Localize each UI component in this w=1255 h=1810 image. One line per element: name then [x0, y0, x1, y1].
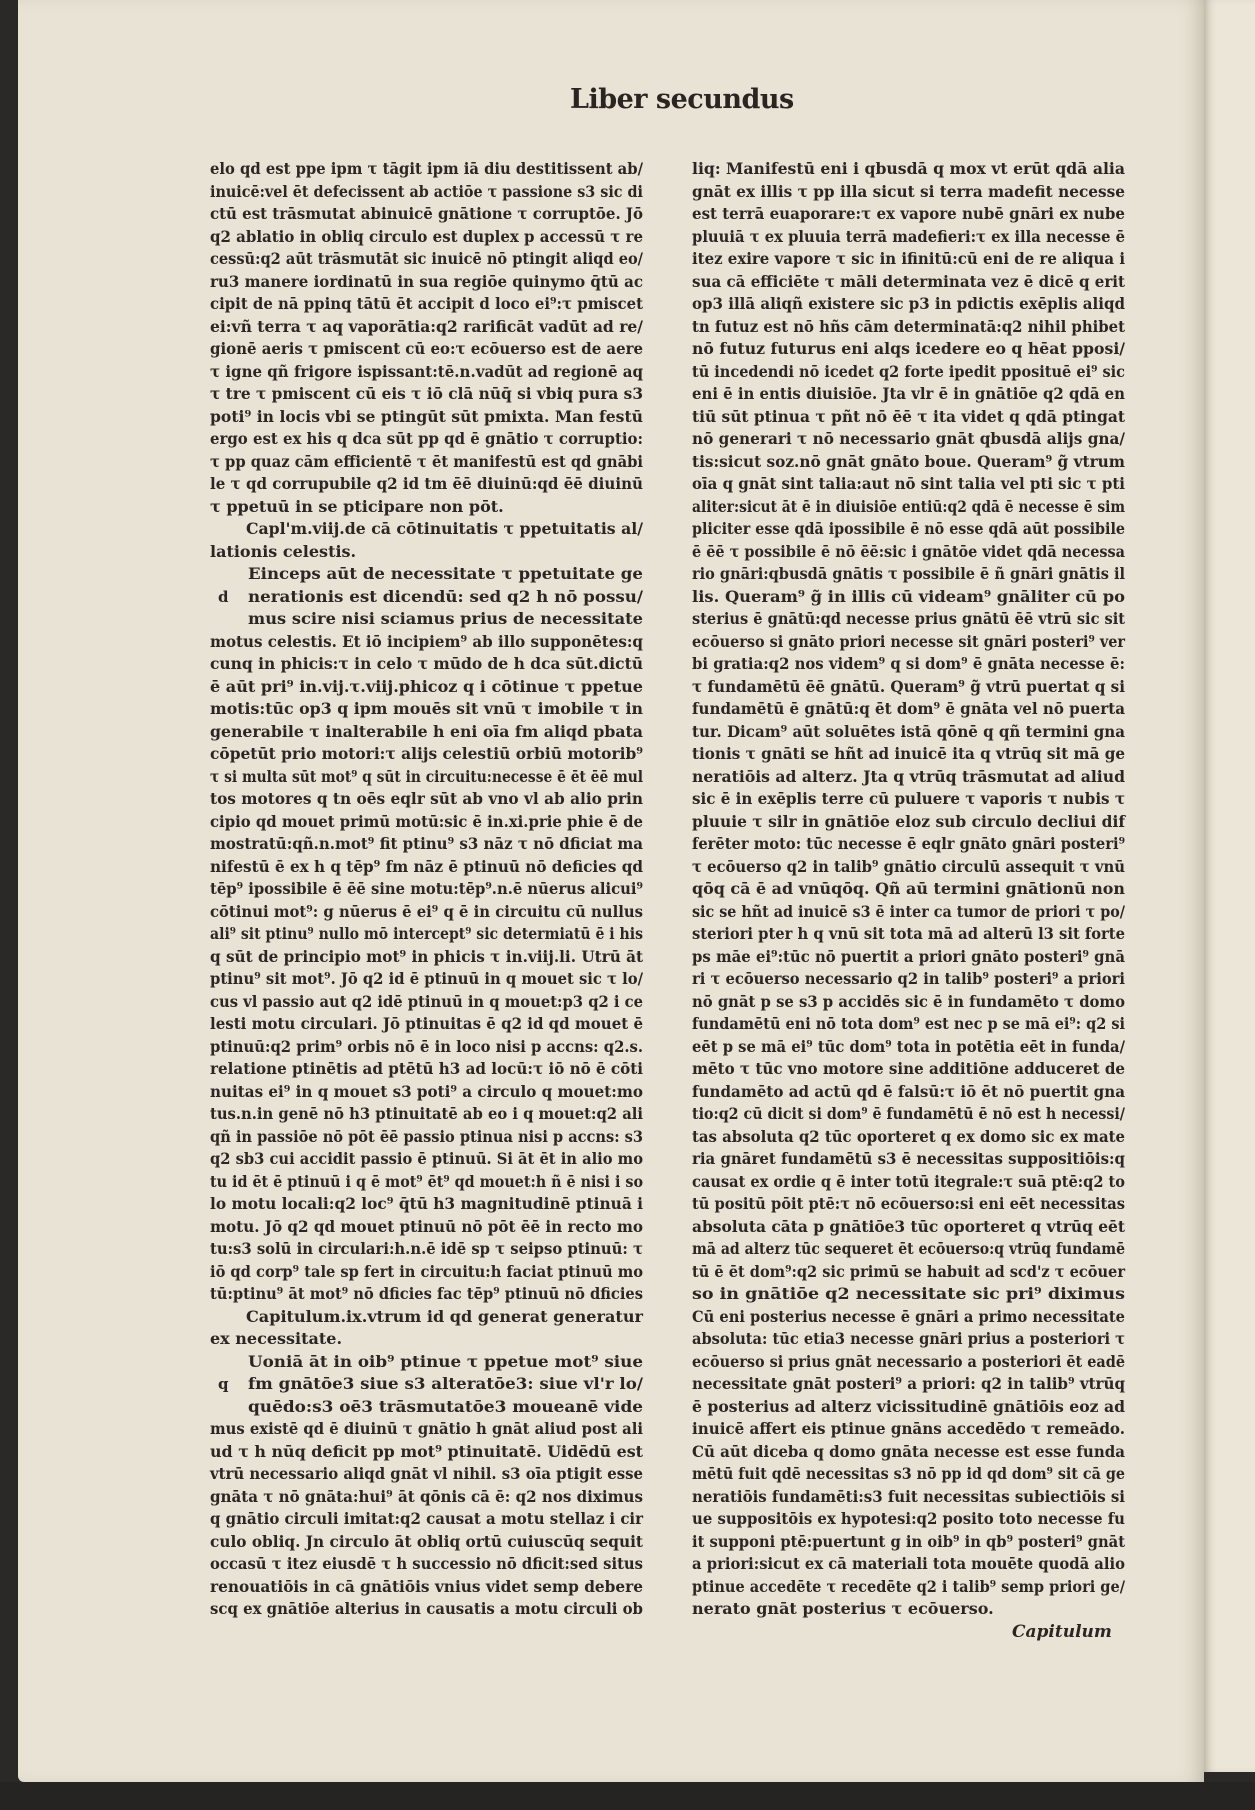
line-text: so in gnātiōe q2 necessitate sic pri⁹ diximus: [692, 1284, 1125, 1303]
text-line: [692, 923, 1125, 946]
line-text: ptinuū:q2 prim⁹ orbis nō ē in loco nisi p accns: q2.s.: [210, 1036, 643, 1056]
line-text: rio gnāri:qbusdā gnātis τ possibile ē ñ gnāri gnātis il: [692, 564, 1125, 583]
text-line: [692, 428, 1125, 451]
line-text: ue suppositōis ex hypotesi:q2 posito toto necesse fu: [692, 1509, 1125, 1528]
text-line: [692, 1576, 1125, 1599]
text-line: [692, 968, 1125, 991]
line-text: tis:sicut soz.nō gnāt gnāto boue. Queram⁹ g̃ vtrum: [692, 451, 1125, 471]
line-text: scq ex gnātiōe alterius in causatis a motu circuli ob: [210, 1599, 643, 1618]
text-line: [210, 586, 643, 609]
line-text: ergo est ex his q dca sūt pp qd ē gnātio τ corruptio:: [210, 429, 643, 448]
text-line: [692, 721, 1125, 744]
line-text: ferēter moto: tūc necesse ē eqlr gnāto gnāri posteri⁹: [692, 834, 1125, 853]
catchword: Capitulum: [1012, 1622, 1112, 1642]
line-text: neratiōis fundamēti:s3 fuit necessitas subiectiōis si: [692, 1486, 1125, 1506]
line-text: q2 sb3 cui accidit passio ē ptinuū. Si āt ēt in alio mo: [210, 1149, 643, 1168]
text-line: [692, 1463, 1125, 1486]
text-line: [210, 856, 643, 879]
text-line: [692, 1126, 1125, 1149]
text-line: [692, 338, 1125, 361]
line-text: nō futuz futurus eni alqs icedere eo q hēat pposi/: [692, 339, 1125, 358]
text-line: [210, 1576, 643, 1599]
line-text: tēp⁹ ipossibile ē ēē sine motu:tēp⁹.n.ē nūerus alicui⁹: [210, 879, 643, 898]
text-line: [210, 608, 643, 631]
line-text: tus.n.in genē nō h3 ptinuitatē ab eo i q mouet:q2 ali: [210, 1104, 643, 1123]
text-line: [692, 1058, 1125, 1081]
text-line: [692, 946, 1125, 969]
line-text: q gnātio circuli imitat:q2 causat a motu stellaz i cir: [210, 1509, 643, 1528]
text-line: [692, 563, 1125, 586]
text-line: [210, 676, 643, 699]
line-text: nō generari τ nō necessario gnāt qbusdā alijs gna/: [692, 429, 1125, 448]
line-text: absoluta: tūc etia3 necesse gnāri prius a posteriori τ: [692, 1329, 1125, 1348]
text-line: [210, 878, 643, 901]
line-text: tn futuz est nō hñs cām determinatā:q2 nihil phibet: [692, 316, 1125, 336]
text-line: [692, 1441, 1125, 1464]
text-line: [692, 833, 1125, 856]
line-text: mostratū:qñ.n.mot⁹ fit ptinu⁹ s3 nāz τ nō dficiat ma: [210, 834, 643, 853]
text-line: [210, 541, 643, 564]
line-text: Cū eni posterius necesse ē gnāri a primo necessitate: [692, 1306, 1125, 1326]
line-text: poti⁹ in locis vbi se ptingūt sūt pmixta. Man festū: [210, 406, 643, 426]
line-text: ali⁹ sit ptinu⁹ nullo mō intercept⁹ sic determiatū ē i his: [210, 924, 643, 943]
line-text: ptinu⁹ sit mot⁹. Jō q2 id ē ptinuū in q mouet sic τ lo/: [210, 969, 643, 988]
line-text: motus celestis. Et iō incipiem⁹ ab illo supponētes:q: [210, 631, 643, 651]
text-line: [692, 1598, 1125, 1621]
text-line: [210, 1418, 643, 1441]
text-line: [210, 968, 643, 991]
text-line: [692, 1486, 1125, 1509]
text-line: [210, 271, 643, 294]
line-text: Cū aūt diceba q domo gnāta necesse est esse funda: [692, 1441, 1125, 1461]
line-text: mēto τ tūc vno motore sine additiōne adduceret de: [692, 1059, 1125, 1078]
text-line: [692, 1036, 1125, 1059]
line-text: oīa q gnāt sint talia:aut nō sint talia vel pti sic τ pti: [692, 474, 1125, 493]
line-text: tū incedendi nō icedet q2 forte ipedit pposituē ei⁹ sic: [692, 361, 1125, 381]
text-line: [210, 451, 643, 474]
line-text: τ ppetuū in se pticipare non pōt.: [210, 496, 504, 516]
text-line: [692, 653, 1125, 676]
text-line: [692, 1531, 1125, 1554]
text-line: [692, 473, 1125, 496]
line-text: le τ qd corrupubile q2 id tm ēē diuinū:qd ēē diuinū: [210, 474, 643, 493]
line-text: causat ex ordie q ē inter totū itegrale:τ suā ptē:q2 to: [692, 1171, 1125, 1191]
text-line: [692, 181, 1125, 204]
line-text: absoluta cāta p gnātiōe3 tūc oporteret q vtrūq eēt: [692, 1216, 1125, 1236]
line-text: gnāta τ nō gnāta:hui⁹ āt qōnis cā ē: q2 nos diximus: [210, 1486, 643, 1506]
text-line: [692, 293, 1125, 316]
text-line: [210, 1081, 643, 1104]
text-line: [210, 743, 643, 766]
text-line: [210, 361, 643, 384]
line-text: sic se hñt ad inuicē s3 ē inter ca tumor de priori τ po/: [692, 901, 1125, 921]
line-text: ecōuerso si gnāto priori necesse sit gnāri posteri⁹ ver: [692, 631, 1125, 651]
text-line: [692, 541, 1125, 564]
text-line: [692, 1351, 1125, 1374]
text-line: [210, 1103, 643, 1126]
line-text: pliciter esse qdā ipossibile ē nō esse qdā aūt possibile: [692, 519, 1125, 538]
line-text: Capl'm.viij.de cā cōtinuitatis τ ppetuitatis al/: [246, 519, 643, 538]
text-line: [692, 586, 1125, 609]
line-text: fm gnātōe3 siue s3 alteratōe3: siue vl'r lo/: [248, 1374, 643, 1393]
text-line: [210, 698, 643, 721]
text-line: [692, 608, 1125, 631]
text-line: [210, 1306, 643, 1329]
text-line: [692, 1171, 1125, 1194]
line-text: renouatiōis in cā gnātiōis vnius videt semp debere: [210, 1576, 643, 1596]
line-text: elo qd est ppe ipm τ tāgit ipm iā diu destitissent ab/: [210, 159, 643, 178]
line-text: liq: Manifestū eni i qbusdā q mox vt erūt qdā alia: [692, 159, 1125, 178]
text-line: [210, 946, 643, 969]
scan-background: [0, 1782, 1255, 1810]
text-line: [210, 563, 643, 586]
line-text: sterius ē gnātū:qd necesse prius gnātū ēē vtrū sic sit: [692, 609, 1125, 628]
text-line: [692, 1238, 1125, 1261]
line-text: τ si multa sūt mot⁹ q sūt in circuitu:necesse ē ēt ēē mul: [210, 766, 643, 786]
line-text: gnāt ex illis τ pp illa sicut si terra madefit necesse: [692, 181, 1125, 201]
text-line: [210, 1598, 643, 1621]
line-text: vtrū necessario aliqd gnāt vl nihil. s3 oīa ptigit esse: [210, 1464, 643, 1483]
line-text: τ tre τ pmiscent cū eis τ iō clā nūq̄ si vbiq pura s3: [210, 384, 643, 403]
text-line: [692, 901, 1125, 924]
line-text: motu. Jō q2 qd mouet ptinuū nō pōt ēē in recto mo: [210, 1216, 643, 1236]
text-line: [210, 1216, 643, 1239]
running-head: Liber secundus: [570, 84, 794, 115]
line-text: mus scire nisi sciamus prius de necessitate: [248, 609, 643, 628]
text-line: [692, 451, 1125, 474]
line-text: lo motu locali:q2 loc⁹ q̄tū h3 magnitudinē ptinuā i: [210, 1194, 643, 1213]
line-text: nerato gnāt posterius τ ecōuerso.: [692, 1599, 994, 1618]
text-line: [692, 1396, 1125, 1419]
line-text: it supponi ptē:puertunt g in oib⁹ in qb⁹ posteri⁹ gnāt: [692, 1531, 1125, 1551]
line-text: tos motores q tn oēs eqlr sūt ab vno vl ab alio prin: [210, 789, 643, 808]
text-line: [692, 1553, 1125, 1576]
text-line: [692, 766, 1125, 789]
line-text: qñ in passiōe nō pōt ēē passio ptinua nisi p accns: s3: [210, 1126, 643, 1146]
text-line: [692, 1418, 1125, 1441]
line-text: cessū:q2 aūt trāsmutāt sic inuicē nō ptingit aliqd eo/: [210, 249, 643, 268]
line-text: cipio qd mouet primū motū:sic ē in.xi.prie phie ē de: [210, 811, 643, 831]
line-text: culo obliq. Jn circulo āt obliq ortū cuiuscūq sequit: [210, 1531, 643, 1551]
line-text: ei:vñ terra τ aq vaporātia:q2 rarificāt vadūt ad re/: [210, 316, 643, 336]
text-line: [692, 1103, 1125, 1126]
text-line: [210, 1193, 643, 1216]
left-text-column: [210, 158, 643, 1621]
line-text: ctū est trāsmutat abinuicē gnātione τ corruptōe. Jō: [210, 204, 643, 223]
line-text: q2 ablatio in obliq circulo est duplex p accessū τ re: [210, 226, 643, 246]
text-line: [210, 1351, 643, 1374]
line-text: eēt p se mā ei⁹ tūc dom⁹ tota in potētia eēt in funda/: [692, 1036, 1125, 1056]
text-line: [210, 833, 643, 856]
line-text: mā ad alterz tūc sequeret ēt ecōuerso:q vtrūq fundamē: [692, 1239, 1125, 1258]
line-text: inuicē:vel ēt defecissent ab actiōe τ passione s3 sic di: [210, 181, 643, 201]
text-line: [692, 1148, 1125, 1171]
line-text: tū positū pōit ptē:τ nō ecōuerso:si eni eēt necessitas: [692, 1194, 1125, 1213]
text-line: [210, 1463, 643, 1486]
line-text: quēdo:s3 oē3 trāsmutatōe3 moueanē vide: [248, 1396, 643, 1416]
text-line: [692, 361, 1125, 384]
text-line: [692, 406, 1125, 429]
text-line: [692, 676, 1125, 699]
line-text: Einceps aūt de necessitate τ ppetuitate ge: [248, 564, 643, 583]
text-line: [210, 923, 643, 946]
text-line: [692, 1013, 1125, 1036]
line-text: ē ēē τ possibile ē nō ēē:sic i gnātōe videt qdā necessa: [692, 541, 1125, 561]
line-text: op3 illā aliqñ existere sic p3 in pdictis exēplis aliqd: [692, 294, 1125, 313]
text-line: [210, 1486, 643, 1509]
text-line: [692, 1306, 1125, 1329]
guide-letter: d: [218, 587, 229, 606]
line-text: τ ecōuerso q2 in talib⁹ gnātio circulū assequit τ vnū: [692, 856, 1125, 876]
text-line: [210, 901, 643, 924]
text-line: [210, 1328, 643, 1351]
line-text: nifestū ē ex h q tēp⁹ fm nāz ē ptinuū nō deficies qd: [210, 856, 643, 876]
line-text: relatione ptinētis ad ptētū h3 ad locū:τ iō nō ē cōti: [210, 1059, 643, 1078]
text-line: [210, 428, 643, 451]
text-line: [692, 203, 1125, 226]
line-text: ud τ h nūq deficit pp mot⁹ ptinuitatē. Uidēdū est: [210, 1441, 643, 1461]
text-line: [210, 473, 643, 496]
text-line: [210, 1531, 643, 1554]
line-text: cōpetūt prio motori:τ alijs celestiū orbiū motorib⁹: [210, 744, 643, 763]
line-text: lis. Queram⁹ g̃ in illis cū videam⁹ gnāliter cū po: [692, 586, 1125, 606]
line-text: ecōuerso si prius gnāt necessario a posteriori ēt eadē: [692, 1351, 1125, 1371]
text-line: [210, 203, 643, 226]
line-text: tionis τ gnāti se hñt ad inuicē ita q vtrūq sit mā ge: [692, 744, 1125, 763]
text-line: [692, 811, 1125, 834]
line-text: tiū sūt ptinua τ pñt nō ēē τ ita videt q qdā ptingat: [692, 406, 1125, 426]
text-line: [692, 698, 1125, 721]
line-text: tu id ēt ē ptinuū i q ē mot⁹ ēt⁹ qd mouet:h ñ ē nisi i so: [210, 1171, 643, 1191]
text-line: [692, 518, 1125, 541]
line-text: bi gratia:q2 nos videm⁹ q si dom⁹ ē gnāta necesse ē:: [692, 654, 1125, 673]
line-text: steriori pter h q vnū sit tota mā ad alterū l3 sit forte: [692, 924, 1125, 943]
text-line: [210, 1058, 643, 1081]
line-text: tū ē ēt dom⁹:q2 sic primū se habuit ad scd'z τ ecōuer: [692, 1261, 1125, 1281]
text-line: [210, 721, 643, 744]
line-text: nerationis est dicendū: sed q2 h nō possu/: [248, 586, 643, 606]
line-text: ria gnāret fundamētū s3 ē necessitas suppositiōis:q: [692, 1149, 1125, 1168]
text-line: [692, 743, 1125, 766]
text-line: [210, 1508, 643, 1531]
line-text: lesti motu circulari. Jō ptinuitas ē q2 id qd mouet ē: [210, 1014, 643, 1033]
text-line: [692, 248, 1125, 271]
text-line: [210, 248, 643, 271]
line-text: fundamētū eni nō tota dom⁹ est nec p se mā ei⁹: q2 si: [692, 1014, 1125, 1033]
text-line: [210, 158, 643, 181]
text-line: [210, 1126, 643, 1149]
text-line: [210, 631, 643, 654]
line-text: inuicē affert eis ptinue gnāns accedēdo τ remeādo.: [692, 1419, 1125, 1438]
text-line: [692, 1193, 1125, 1216]
text-line: [692, 383, 1125, 406]
text-line: [210, 766, 643, 789]
line-text: ri τ ecōuerso necessario q2 in talib⁹ posteri⁹ a priori: [692, 969, 1125, 988]
text-line: [210, 1013, 643, 1036]
line-text: a priori:sicut ex cā materiali tota mouēte quodā alio: [692, 1554, 1125, 1573]
text-line: [692, 856, 1125, 879]
line-text: ē posterius ad alterz vicissitudinē gnātiōis eoz ad: [692, 1396, 1125, 1416]
text-line: [210, 406, 643, 429]
line-text: pluuie τ silr in gnātiōe eloz sub circulo decliui dif: [692, 811, 1125, 831]
line-text: cunq in phicis:τ in celo τ mūdo de h dca sūt.dictū: [210, 654, 643, 673]
line-text: tas absoluta q2 tūc oporteret q ex domo sic ex mate: [692, 1126, 1125, 1146]
line-text: pluuiā τ ex pluuia terrā madefieri:τ ex illa necesse ē: [692, 226, 1125, 246]
line-text: est terrā euaporare:τ ex vapore nubē gnāri ex nube: [692, 204, 1125, 223]
line-text: lationis celestis.: [210, 541, 357, 561]
line-text: gionē aeris τ pmiscent cū eo:τ ecōuerso est de aere: [210, 339, 643, 358]
text-line: [692, 1508, 1125, 1531]
guide-letter: q: [218, 1375, 229, 1393]
text-line: [210, 811, 643, 834]
line-text: sic ē in exēplis terre cū puluere τ vaporis τ nubis τ: [692, 789, 1125, 808]
line-text: q sūt de principio mot⁹ in phicis τ in.viij.li. Utrū āt: [210, 946, 643, 966]
text-line: [692, 158, 1125, 181]
text-line: [692, 1081, 1125, 1104]
text-line: [210, 1283, 643, 1306]
text-line: [210, 1441, 643, 1464]
text-line: [692, 788, 1125, 811]
line-text: Uoniā āt in oib⁹ ptinue τ ppetue mot⁹ siue: [248, 1351, 643, 1371]
text-line: [692, 316, 1125, 339]
text-line: [692, 271, 1125, 294]
text-line: [210, 181, 643, 204]
line-text: sua cā efficiēte τ māli determinata vez ē dicē q erit: [692, 271, 1125, 291]
text-line: [210, 338, 643, 361]
right-text-column: [692, 158, 1125, 1621]
text-line: [210, 1553, 643, 1576]
text-line: [210, 1373, 643, 1396]
text-line: [210, 316, 643, 339]
line-text: ru3 manere iordinatū in sua regiōe quinymo q̄tū ac: [210, 271, 643, 291]
line-text: eni ē in entis diuisiōe. Jta vlr ē in gnātiōe q2 qdā en: [692, 384, 1125, 403]
line-text: ex necessitate.: [210, 1329, 343, 1348]
line-text: qōq cā ē ad vnūqōq. Qñ aū termini gnātionū non: [692, 879, 1125, 898]
text-line: [692, 1283, 1125, 1306]
text-line: [692, 631, 1125, 654]
text-line: [692, 1328, 1125, 1351]
text-line: [210, 518, 643, 541]
line-text: mus existē qd ē diuinū τ gnātio h gnāt aliud post ali: [210, 1419, 643, 1438]
line-text: necessitate gnāt posteri⁹ a priori: q2 in talib⁹ vtrūq: [692, 1374, 1125, 1393]
text-line: [210, 1261, 643, 1284]
line-text: ptinue accedēte τ recedēte q2 i talib⁹ semp priori ge/: [692, 1576, 1125, 1596]
line-text: cōtinui mot⁹: g nūerus ē ei⁹ q ē in circuitu cū nullus: [210, 901, 643, 921]
line-text: tio:q2 cū dicit si dom⁹ ē fundamētū ē nō est h necessi/: [692, 1104, 1125, 1123]
line-text: motis:tūc op3 q ipm mouēs sit vnū τ imobile τ in: [210, 699, 643, 718]
line-text: nō gnāt p se s3 p accidēs sic ē in fundamēto τ domo: [692, 991, 1125, 1011]
text-line: [692, 1216, 1125, 1239]
line-text: fundamētū ē gnātū:q ēt dom⁹ ē gnāta vel nō puerta: [692, 699, 1125, 718]
line-text: ē aūt pri⁹ in.vij.τ.viij.phicoz q i cōtinue τ ppetue: [210, 676, 643, 696]
line-text: Capitulum.ix.vtrum id qd generat generatur: [246, 1306, 643, 1326]
line-text: cus vl passio aut q2 idē ptinuū in q mouet:p3 q2 i ce: [210, 991, 643, 1011]
text-line: [692, 226, 1125, 249]
text-line: [210, 293, 643, 316]
text-line: [210, 1148, 643, 1171]
text-line: [210, 1238, 643, 1261]
text-line: [210, 226, 643, 249]
text-line: [692, 496, 1125, 519]
text-line: [692, 1261, 1125, 1284]
text-line: [692, 878, 1125, 901]
line-text: iō qd corp⁹ tale sp fert in circuitu:h faciat ptinuū mo: [210, 1261, 643, 1281]
text-line: [210, 653, 643, 676]
line-text: occasū τ itez eiusdē τ h successio nō dficit:sed situs: [210, 1554, 643, 1573]
line-text: τ pp quaz cām efficientē τ ēt manifestū est qd gnābi: [210, 451, 643, 471]
text-line: [210, 496, 643, 519]
line-text: itez exire vapore τ sic in ifinitū:cū eni de re aliqua i: [692, 249, 1125, 268]
text-line: [692, 1373, 1125, 1396]
line-text: tur. Dicam⁹ aūt soluētes istā qōnē q qñ termini gna: [692, 721, 1125, 741]
text-line: [692, 991, 1125, 1014]
text-line: [210, 1171, 643, 1194]
line-text: nuitas ei⁹ in q mouet s3 poti⁹ a circulo q mouet:mo: [210, 1081, 643, 1101]
line-text: fundamēto ad actū qd ē falsū:τ iō ēt nō puertit gna: [692, 1081, 1125, 1101]
facing-page-edge: [1204, 0, 1255, 1772]
line-text: τ igne qñ frigore ispissant:tē.n.vadūt ad regionē aq: [210, 361, 643, 381]
text-line: [210, 991, 643, 1014]
text-line: [210, 383, 643, 406]
line-text: cipit de nā ppinq tātū ēt accipit d loco ei⁹:τ pmiscet: [210, 294, 643, 313]
line-text: generabile τ inalterabile h eni oīa fm aliqd pbata: [210, 721, 643, 741]
line-text: tu:s3 solū in circulari:h.n.ē idē sp τ seipso ptinuū: τ: [210, 1239, 643, 1258]
text-line: [210, 1396, 643, 1419]
line-text: τ fundamētū ēē gnātū. Queram⁹ g̃ vtrū puertat q si: [692, 676, 1125, 696]
text-line: [210, 1036, 643, 1059]
line-text: aliter:sicut āt ē in diuisiōe entiū:q2 qdā ē necesse ē sim: [692, 496, 1125, 516]
line-text: mētū fuit qdē necessitas s3 nō pp id qd dom⁹ sit cā ge: [692, 1464, 1125, 1483]
line-text: tū:ptinu⁹ āt mot⁹ nō dficies fac tēp⁹ ptinuū nō dficies: [210, 1284, 643, 1303]
line-text: neratiōis ad alterz. Jta q vtrūq trāsmutat ad aliud: [692, 766, 1125, 786]
text-line: [210, 788, 643, 811]
line-text: ps māe ei⁹:tūc nō puertit a priori gnāto posteri⁹ gnā: [692, 946, 1125, 966]
